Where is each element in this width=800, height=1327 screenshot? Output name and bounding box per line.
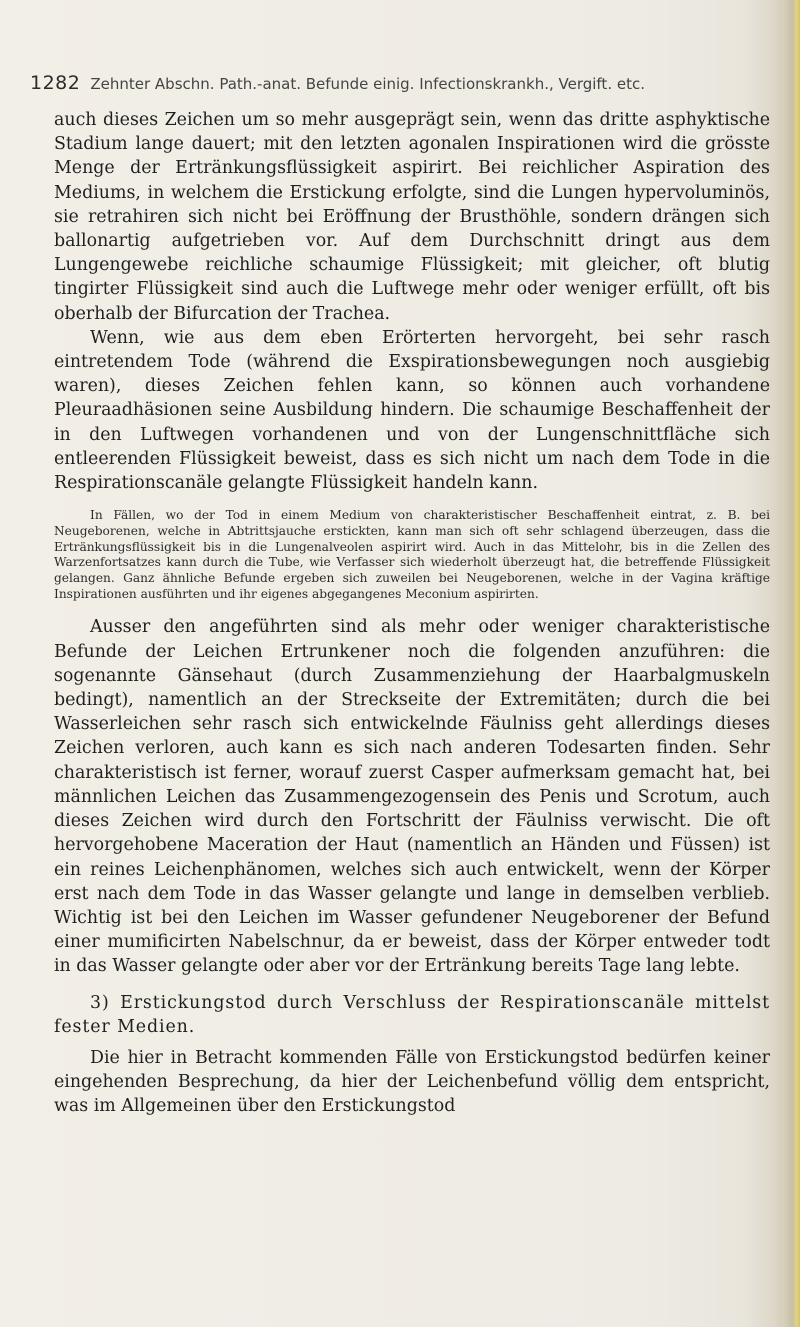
paragraph-rapid-death: Wenn, wie aus dem eben Erörterten hervorgeht, bei sehr rasch eintretendem Tode (während die Exspirationsbewegungen noch ausgiebig waren), dieses Zeichen fehlen kann, so können auch vorhandene Pleuraadhäsionen seine Ausbildung hindern. Die schaumige Beschaffenheit der in den Luftwegen vorhandenen und von der Lungenschnittfläche sich entleerenden Flüssigkeit beweist, dass es sich nicht um nach dem Tode in die Respirationscanäle gelangte Flüssigkeit handeln kann. [54, 327, 770, 494]
paragraph-other-findings: Ausser den angeführten sind als mehr oder weniger charakteristische Befunde der Leichen Ertrunkener noch die folgenden anzuführen: die sogenannte Gänsehaut (durch Zusammenziehung der Haarbalgmuskeln bedingt), namentlich an der Streckseite der Extremitäten; durch die bei Wasserleichen sehr rasch sich entwickelnde Fäulniss geht allerdings dieses Zeichen verloren, auch kann es sich nach anderen Todesarten finden. Sehr charakteristisch ist ferner, worauf zuerst Casper aufmerksam gemacht hat, bei männlichen Leichen das Zusammengezogensein des Penis und Scrotum, auch dieses Zeichen wird durch den Fortschritt der Fäulniss verwischt. Die oft hervorgehobene Maceration der Haut (namentlich an Händen und Füssen) ist ein reines Leichenphänomen, welches sich auch entwickelt, wenn der Körper erst nach dem Tode in das Wasser gelangte und lange in demselben verblieb. Wichtig ist bei den Leichen im Wasser gefundener Neugeborener der Befund einer mumificirten Nabelschnur, da er beweist, dass der Körper entweder todt in das Wasser gelangte oder aber vor der Ertränkung bereits Tage lang lebte. [54, 617, 770, 977]
page-edge-shadow [774, 0, 800, 1327]
footnote-characteristic-medium: In Fällen, wo der Tod in einem Medium von charakteristischer Beschaffenheit eintrat, z. B. bei Neugeborenen, welche in Abtrittsjauche erstickten, kann man sich oft sehr schlagend überzeugen, dass die Ertränkungsflüssigkeit bis in die Lungenalveolen aspirirt wird. Auch in das Mittelohr, bis in die Zellen des Warzenfortsatzes kann durch die Tube, wie Verfasser sich wiederholt überzeugt hat, die betreffende Flüssigkeit gelangen. Ganz ähnliche Befunde ergeben sich zuweilen bei Neugeborenen, welche in der Vagina kräftige Inspirationen ausführten und ihr eigenes abgegangenes Meconium aspirirten. [54, 508, 770, 601]
section-heading: 3) Erstickungstod durch Verschluss der Respirationscanäle mittelst fester Medien. [54, 992, 770, 1037]
paragraph-solid-media: Die hier in Betracht kommenden Fälle von Erstickungstod bedürfen keiner eingehenden Besprechung, da hier der Leichenbefund völlig dem entspricht, was im Allgemeinen über den Erstickungstod [54, 1047, 770, 1117]
running-title: Zehnter Abschn. Path.-anat. Befunde einig. Infectionskrankh., Vergift. etc. [90, 75, 645, 93]
page-body [54, 108, 770, 1119]
page-number: 1282 [30, 72, 81, 94]
running-header [30, 72, 770, 94]
paragraph-aspiration: auch dieses Zeichen um so mehr ausgeprägt sein, wenn das dritte asphyktische Stadium lange dauert; mit den letzten agonalen Inspirationen wird die grösste Menge der Ertränkungsflüssigkeit aspirirt. Bei reichlicher Aspiration des Mediums, in welchem die Erstickung erfolgte, sind die Lungen hypervoluminös, sie retrahiren sich nicht bei Eröffnung der Brusthöhle, sondern drängen sich ballonartig aufgetrieben vor. Auf dem Durchschnitt dringt aus dem Lungengewebe reichliche schaumige Flüssigkeit; mit gleicher, oft blutig tingirter Flüssigkeit sind auch die Luftwege mehr oder weniger erfüllt, oft bis oberhalb der Bifurcation der Trachea. [54, 110, 770, 324]
